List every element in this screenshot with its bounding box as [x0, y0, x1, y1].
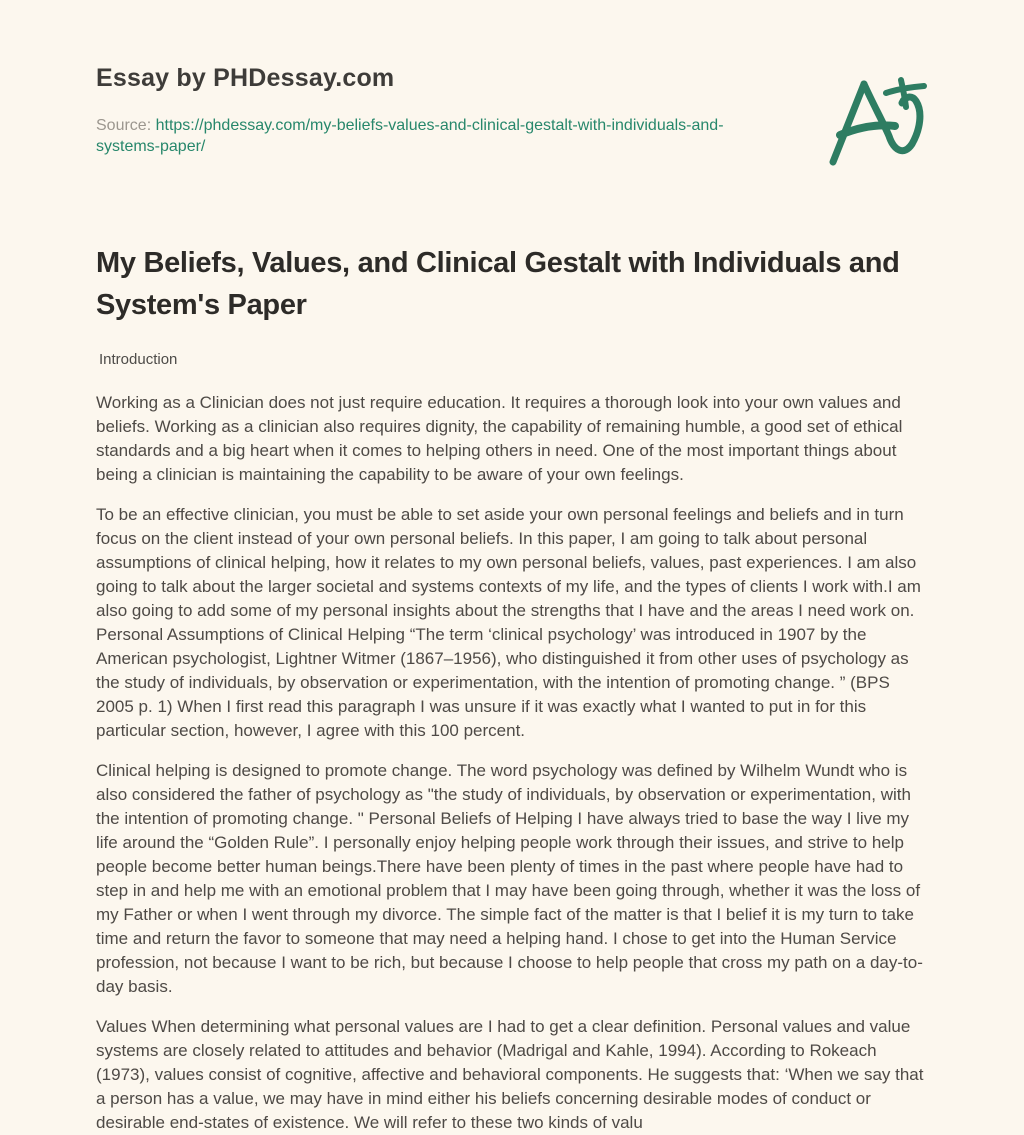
header-text-block	[96, 64, 768, 157]
section-heading-introduction: Introduction	[99, 351, 178, 368]
page-header	[96, 64, 928, 174]
site-heading: Essay by PHDessay.com	[96, 64, 395, 92]
essay-title: My Beliefs, Values, and Clinical Gestalt with Individuals and System's Paper	[96, 247, 900, 321]
source-label: Source:	[96, 117, 152, 134]
essay-paragraph: Clinical helping is designed to promote change. The word psychology was defined by Wilhelm Wundt who is also considered the father of psychology as "the study of individuals, by observation or experimentation, with the intention of promoting change. " Personal Beliefs of Helping I have always tried to base the way I live my life around the “Golden Rule”. I personally enjoy helping people work through their issues, and strive to help people become better human beings.There have been plenty of times in the past where people have had to step in and help me with an emotional problem that I may have been going through, whether it was the loss of my Father or when I went through my divorce. The simple fact of the matter is that I belief it is my turn to take time and return the favor to someone that may need a helping hand. I chose to get into the Human Service profession, not because I want to be rich, but because I choose to help people that cross my path on a day-to-day basis.	[96, 761, 923, 996]
essay-paragraph: Values When determining what personal values are I had to get a clear definition. Personal values and value systems are closely related to attitudes and behavior (Madrigal and Kahle, 1994). According to Rokeach (1973), values consist of cognitive, affective and behavioral components. He suggests that: ‘When we say that a person has a value, we may have in mind either his beliefs concerning desirable modes of conduct or desirable end-states of existence. We will refer to these two kinds of valu	[96, 1017, 924, 1132]
essay-paragraph: Working as a Clinician does not just require education. It requires a thorough look into your own values and beliefs. Working as a clinician also requires dignity, the capability of remaining humble, a good set of ethical standards and a big heart when it comes to helping others in need. One of the most important things about being a clinician is maintaining the capability to be aware of your own feelings.	[96, 393, 903, 484]
source-link[interactable]: https://phdessay.com/my-beliefs-values-and-clinical-gestalt-with-individuals-and-systems-paper/	[96, 117, 724, 155]
a-plus-logo-icon	[826, 74, 938, 174]
source-line	[96, 115, 768, 157]
essay-paragraph: To be an effective clinician, you must be able to set aside your own personal feelings and beliefs and in turn focus on the client instead of your own personal beliefs. In this paper, I am going to talk about personal assumptions of clinical helping, how it relates to my own personal beliefs, values, past experiences. I am also going to talk about the larger societal and systems contexts of my life, and the types of clients I work with.I am also going to add some of my personal insights about the strengths that I have and the areas I need work on. Personal Assumptions of Clinical Helping “The term ‘clinical psychology’ was introduced in 1907 by the American psychologist, Lightner Witmer (1867–1956), who distinguished it from other uses of psychology as the study of individuals, by observation or experimentation, with the intention of promoting change. ” (BPS 2005 p. 1) When I first read this paragraph I was unsure if it was exactly what I wanted to put in for this particular section, however, I agree with this 100 percent.	[96, 505, 921, 740]
